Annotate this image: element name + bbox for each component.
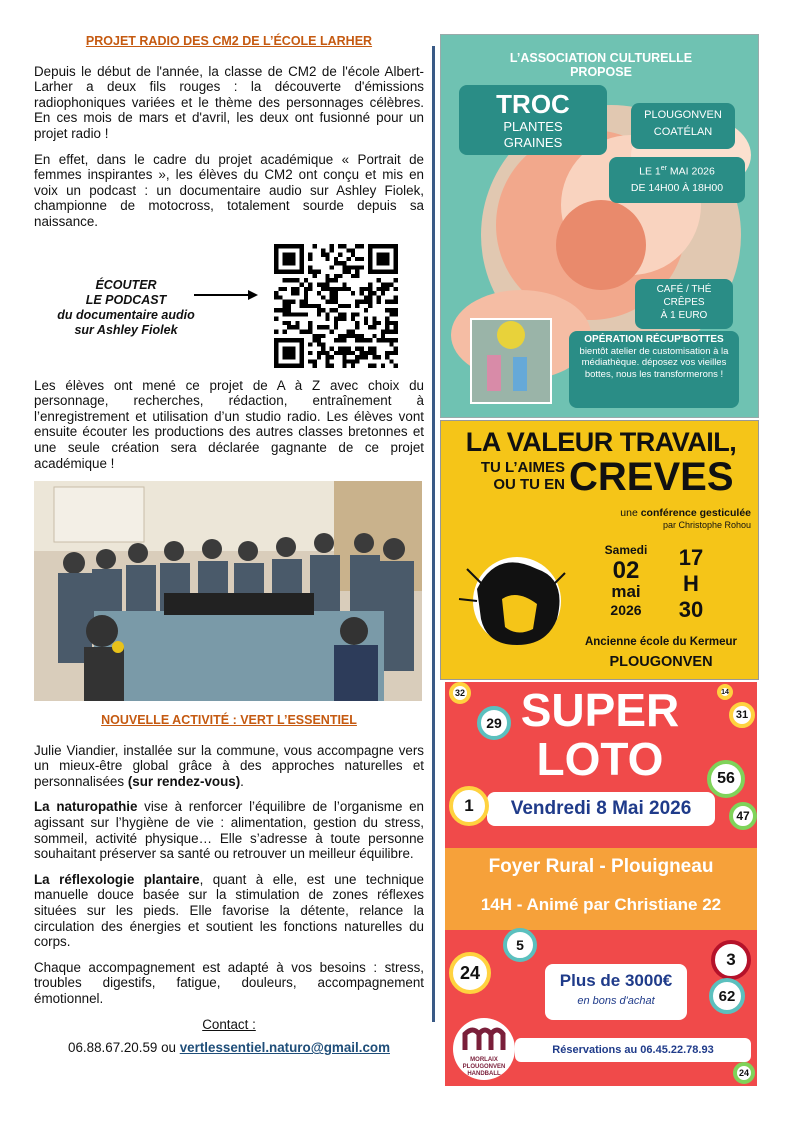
valeur-creves: CREVES	[569, 455, 734, 499]
reflexologie-term: La réflexologie plantaire	[34, 871, 200, 887]
loto-place: Foyer Rural - Plouigneau	[488, 856, 714, 877]
radio-paragraph-3: Les élèves ont mené ce projet de A à Z avec choix du personnage, recherches, rédaction, entraînement à l’enregistrement et utilisation d’un studio radio. Les élèves vont ensuite écouter les productions des autres classes bretonnes et une seule création sera déclarée gagnante de ce projet académique !	[34, 377, 424, 471]
troc-cafe-box	[635, 279, 733, 329]
loto-date: Vendredi 8 Mai 2026	[487, 792, 715, 826]
left-column	[34, 30, 424, 1056]
bingo-ball: 62	[709, 978, 745, 1014]
podcast-label	[40, 278, 212, 338]
logo-line-2: PLOUGONVEN	[462, 1064, 506, 1070]
contact-phone: 06.88.67.20.59 ou	[68, 1040, 180, 1056]
bingo-ball: 1	[449, 786, 489, 826]
troc-place-1: PLOUGONVEN	[644, 109, 722, 121]
valeur-date	[591, 541, 661, 619]
loto-time: 14H - Animé par Christiane 22	[480, 895, 722, 914]
bingo-ball: 32	[449, 682, 471, 704]
podcast-label-line-2: LE PODCAST	[85, 292, 167, 307]
valeur-day: Samedi	[604, 543, 648, 557]
podcast-qr-code[interactable]	[274, 244, 398, 368]
troc-cafe-3: À 1 EURO	[660, 310, 708, 321]
troc-operation-title: OPÉRATION RÉCUP'BOTTES	[584, 334, 724, 345]
bingo-ball: 5	[503, 928, 537, 962]
troc-operation-box	[569, 331, 739, 408]
valeur-line-1: LA VALEUR TRAVAIL,	[465, 427, 737, 457]
handball-logo-icon	[453, 1022, 515, 1052]
loto-prize-sub: en bons d'achat	[577, 995, 655, 1007]
radio-heading: PROJET RADIO DES CM2 DE L’ÉCOLE LARHER	[85, 34, 373, 48]
class-radio-photo	[34, 481, 422, 701]
bingo-ball: 29	[477, 706, 511, 740]
loto-prize: Plus de 3000€	[559, 971, 673, 990]
valeur-line-2b: OU TU EN	[493, 476, 565, 493]
bingo-ball: 47	[729, 802, 757, 830]
bingo-ball: 3	[711, 940, 751, 980]
troc-poster	[440, 34, 759, 418]
valeur-line-2a: TU L’AIMES	[480, 459, 565, 476]
contact-line	[34, 1040, 424, 1056]
valeur-line-2-block	[465, 459, 565, 493]
troc-sub-plantes: PLANTES	[503, 119, 563, 134]
troc-place-box	[631, 103, 735, 149]
troc-cafe-2: CRÊPES	[663, 297, 705, 308]
contact-title: Contact :	[202, 1016, 256, 1032]
troc-title-box	[459, 85, 607, 155]
troc-hours: DE 14H00 À 18H00	[630, 181, 724, 194]
troc-date-pre: LE 1	[639, 165, 661, 178]
vert-p1-bold: (sur rendez-vous)	[127, 773, 241, 789]
valeur-time-h: H	[683, 571, 699, 596]
troc-association-line-1: L’ASSOCIATION CULTURELLE	[509, 51, 693, 65]
vert-paragraph-2	[34, 799, 424, 861]
valeur-month: mai	[611, 582, 641, 601]
vert-p2-text: vise à renforcer l’équilibre de l’organisme en agissant sur l’hygiène de vie : alimentation, gestion du stress, sommeil, activité physique… Elle s’adresse à toute personne souhaitant préserver sa santé ou retrouver un meilleur équilibre.	[34, 799, 424, 862]
valeur-time-minutes: 30	[678, 597, 704, 622]
troc-title: TROC	[496, 89, 570, 119]
troc-date-box	[609, 157, 745, 203]
vert-paragraph-1	[34, 743, 424, 790]
podcast-label-line-1: ÉCOUTER	[95, 277, 157, 292]
troc-place-2: COATÉLAN	[653, 126, 713, 138]
radio-paragraph-1: Depuis le début de l'année, la classe de CM2 de l'école Albert-Larher a deux fils rouges : la découverte d'émissions radiophoniques variées et le thème des personnages célèbres. En ces mois de mars et d'avril, les deux ont fusionné pour un projet radio !	[34, 63, 424, 141]
vert-p1-text: Julie Viandier, installée sur la commune, vous accompagne vers un mieux-être global grâce à des approches naturelles et personnalisées	[34, 742, 424, 789]
troc-date-post: MAI 2026	[666, 165, 715, 178]
woman-silhouette-illustration	[447, 549, 587, 649]
valeur-conf-pre: une	[620, 507, 641, 519]
vert-paragraph-4: Chaque accompagnement est adapté à vos besoins : stress, troubles digestifs, fatigue, douleurs, accompagnement émotionnel.	[34, 959, 424, 1006]
radio-paragraph-2: En effet, dans le cadre du projet académique « Portrait de femmes inspirantes », les élèves du CM2 ont conçu et mis en voix un podcast : un documentaire audio sur Ashley Fiolek, championne de motocross, totalement sourde depuis sa naissance.	[34, 151, 424, 229]
arrow-right-icon	[194, 290, 258, 300]
troc-date-sup: er	[660, 165, 667, 172]
vert-p3-text: , quant à elle, est une technique manuelle douce basée sur la stimulation de zones réflexes situées sur les pieds. Elle favorise la détente, relance la circulation des énergies et soutient les fonctions naturelles du corps.	[34, 871, 425, 950]
loto-loto: LOTO	[536, 733, 664, 785]
handball-club-logo	[453, 1018, 515, 1080]
valeur-conference	[591, 507, 751, 531]
vert-heading: NOUVELLE ACTIVITÉ : VERT L’ESSENTIEL	[101, 713, 357, 728]
super-loto-poster	[445, 682, 757, 1086]
bingo-ball: 24	[733, 1062, 755, 1084]
troc-sub-graines: GRAINES	[503, 135, 563, 150]
troc-operation-text: bientôt atelier de customisation à la médiathèque. déposez vos vieilles bottes, nous les transformerons !	[579, 345, 729, 380]
vert-p1-end: .	[240, 773, 244, 789]
naturopathie-term: La naturopathie	[34, 799, 138, 815]
troc-cafe-1: CAFÉ / THÉ	[656, 284, 712, 295]
valeur-conf-bold: conférence gesticulée	[640, 507, 751, 519]
valeur-day-num: 02	[612, 557, 640, 584]
valeur-travail-poster	[440, 420, 759, 680]
loto-super: SUPER	[520, 684, 680, 736]
bingo-ball: 56	[707, 760, 745, 798]
loto-reservations: Réservations au 06.45.22.78.93	[515, 1038, 751, 1062]
valeur-time	[669, 545, 713, 623]
contact-email-link[interactable]: vertlessentiel.naturo@gmail.com	[179, 1040, 390, 1056]
bingo-ball: 24	[449, 952, 491, 994]
troc-association	[461, 51, 741, 79]
valeur-venue: Ancienne école du Kermeur	[584, 636, 738, 648]
valeur-year: 2026	[610, 602, 642, 618]
podcast-block	[34, 240, 424, 368]
valeur-time-hours: 17	[678, 545, 704, 570]
logo-line-3: HANDBALL	[467, 1071, 501, 1077]
bingo-ball: 14	[717, 684, 733, 700]
bingo-ball: 31	[729, 702, 755, 728]
valeur-conf-by: par Christophe Rohou	[662, 520, 751, 530]
valeur-town: PLOUGONVEN	[609, 654, 713, 670]
column-divider	[432, 46, 435, 1022]
vert-paragraph-3	[34, 872, 424, 950]
podcast-label-line-4: sur Ashley Fiolek	[74, 322, 178, 337]
loto-prize-box	[545, 964, 687, 1020]
logo-line-1: MORLAIX	[470, 1057, 498, 1063]
troc-association-line-2: PROPOSE	[570, 65, 632, 79]
podcast-label-line-3: du documentaire audio	[57, 307, 195, 322]
